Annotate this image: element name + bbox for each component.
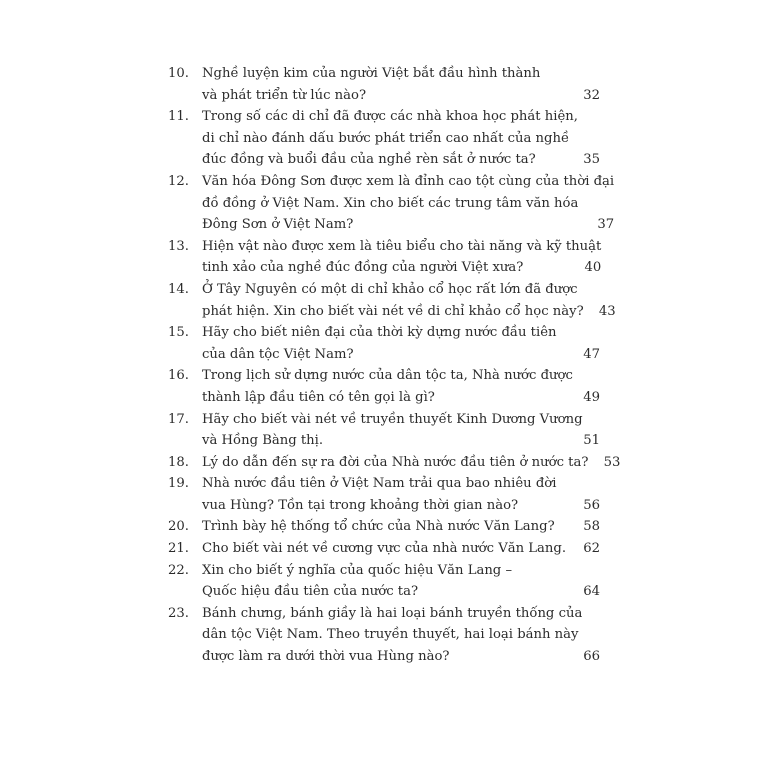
toc-entry-text-line: Nghề luyện kim của người Việt bắt đầu hình thành: [202, 66, 541, 81]
toc-entry-page-number: 43: [598, 303, 616, 319]
toc-entry-text-line: Lý do dẫn đến sự ra đời của Nhà nước đầu tiên ở nước ta?: [202, 454, 589, 470]
toc-entry-text-line: Hiện vật nào được xem là tiêu biểu cho tài năng và kỹ thuật: [202, 238, 602, 254]
toc-entry: [168, 365, 600, 408]
toc-entry-number: 15.: [168, 325, 189, 341]
toc-entry-body: [202, 560, 600, 603]
toc-entry: [168, 603, 600, 668]
toc-entry-text-line: tinh xảo của nghề đúc đồng của người Việt xưa?: [202, 260, 524, 276]
toc-entry-number: 22.: [168, 562, 189, 578]
toc-entry-number: 16.: [168, 368, 189, 384]
toc-entry-text-line: Đông Sơn ở Việt Nam?: [202, 217, 354, 233]
toc-entry-last-line: [202, 214, 614, 236]
toc-entry-text-line: Quốc hiệu đầu tiên của nước ta?: [202, 584, 419, 600]
toc-entry-number: 19.: [168, 476, 189, 492]
toc-entry-number: 10.: [168, 66, 189, 81]
toc-entry-last-line: [202, 430, 600, 452]
toc-entry-number: 23.: [168, 605, 189, 621]
toc-entry: [168, 171, 615, 236]
toc-entry-page-number: 56: [583, 497, 600, 513]
toc-entry-number: 18.: [168, 454, 189, 470]
toc-entry-number: 17.: [168, 411, 189, 427]
toc-entry-text-line: của dân tộc Việt Nam?: [202, 346, 354, 362]
toc-entry: [168, 279, 616, 322]
toc-entry-body: [202, 452, 620, 474]
toc-entry-text-line: và Hồng Bàng thị.: [202, 433, 324, 449]
toc-entry-text-line: Trong số các di chỉ đã được các nhà khoa học phát hiện,: [202, 109, 578, 125]
toc-entry-text-line: Xin cho biết ý nghĩa của quốc hiệu Văn Lang –: [202, 562, 513, 578]
toc-entry-page-number: 64: [583, 584, 600, 600]
toc-entry-body: [202, 63, 600, 106]
toc-entry-body: [202, 279, 616, 322]
toc-entry-last-line: [202, 387, 600, 409]
toc-entry-last-line: [202, 538, 600, 560]
toc-entry-text-line: Hãy cho biết niên đại của thời kỳ dựng nước đầu tiên: [202, 325, 557, 341]
toc-entry-page-number: 62: [583, 541, 600, 557]
toc-entry-text-line: đúc đồng và buổi đầu của nghề rèn sắt ở nước ta?: [202, 152, 536, 168]
toc-entry-body: [202, 106, 600, 171]
toc-entry-text-line: Trình bày hệ thống tổ chức của Nhà nước Văn Lang?: [202, 519, 555, 535]
toc-entry-text-line: được làm ra dưới thời vua Hùng nào?: [202, 649, 450, 665]
toc-entry: [168, 106, 600, 171]
toc-entry-page-number: 37: [597, 217, 615, 233]
toc-entry-number: 21.: [168, 541, 189, 557]
toc-entry-last-line: [202, 516, 600, 538]
toc-entry-text-line: phát hiện. Xin cho biết vài nét về di chỉ khảo cổ học này?: [202, 303, 584, 319]
toc-entry-number: 20.: [168, 519, 189, 535]
toc-entry-number: 11.: [168, 109, 189, 125]
toc-entry-number: 13.: [168, 238, 189, 254]
toc-entry: [168, 473, 600, 516]
toc-entry-last-line: [202, 257, 601, 279]
toc-entry-body: [202, 409, 600, 452]
toc-entry-text-line: dân tộc Việt Nam. Theo truyền thuyết, hai loại bánh này: [202, 627, 579, 643]
toc-entry-text-line: Văn hóa Đông Sơn được xem là đỉnh cao tột cùng của thời đại: [202, 173, 615, 189]
toc-entry-page-number: 35: [583, 152, 600, 168]
toc-entry-page-number: 49: [583, 389, 600, 405]
toc-entry-text-line: đồ đồng ở Việt Nam. Xin cho biết các trung tâm văn hóa: [202, 195, 579, 211]
toc-entry-body: [202, 365, 600, 408]
toc-entry-page-number: 66: [583, 649, 600, 665]
toc-entry-text-line: Bánh chưng, bánh giầy là hai loại bánh truyền thống của: [202, 605, 583, 621]
toc-entry-body: [202, 322, 600, 365]
toc-entry-last-line: [202, 495, 600, 517]
toc-entry-page-number: 53: [603, 454, 621, 470]
toc-entry-body: [202, 516, 600, 538]
toc-entry: [168, 516, 600, 538]
toc-entry: [168, 236, 600, 279]
toc-entry-text-line: Hãy cho biết vài nét về truyền thuyết Kinh Dương Vương: [202, 411, 583, 427]
toc-entry-text-line: di chỉ nào đánh dấu bước phát triển cao nhất của nghề: [202, 130, 570, 146]
toc-entry-text-line: Trong lịch sử dựng nước của dân tộc ta, Nhà nước được: [202, 368, 573, 384]
toc-entry-text-line: vua Hùng? Tồn tại trong khoảng thời gian nào?: [202, 497, 519, 513]
toc-entry-last-line: [202, 85, 600, 107]
toc-entry-body: [202, 171, 614, 236]
toc-entry-body: [202, 236, 601, 279]
toc-entry-page-number: 40: [584, 260, 602, 276]
toc-entry: [168, 63, 600, 106]
toc-entry-body: [202, 603, 600, 668]
toc-entry-last-line: [202, 301, 616, 323]
toc-entry: [168, 560, 600, 603]
toc-entry-body: [202, 473, 600, 516]
toc-entry-page-number: 58: [583, 519, 600, 535]
toc-entry: [168, 538, 600, 560]
toc-entry-text-line: Nhà nước đầu tiên ở Việt Nam trải qua bao nhiêu đời: [202, 476, 557, 492]
toc-entry-last-line: [202, 646, 600, 668]
toc-entry-last-line: [202, 581, 600, 603]
toc-entry-body: [202, 538, 600, 560]
toc-entry-text-line: Ở Tây Nguyên có một di chỉ khảo cổ học rất lớn đã được: [202, 281, 578, 297]
toc-entry-page-number: 51: [583, 433, 600, 449]
toc-entry-last-line: [202, 344, 600, 366]
table-of-contents: [168, 63, 621, 668]
toc-entry-number: 12.: [168, 173, 189, 189]
toc-entry-text-line: Cho biết vài nét về cương vực của nhà nước Văn Lang.: [202, 541, 567, 557]
toc-entry: [168, 322, 600, 365]
toc-entry-number: 14.: [168, 281, 189, 297]
toc-entry-page-number: 47: [583, 346, 600, 362]
toc-entry: [168, 409, 600, 452]
toc-entry-last-line: [202, 149, 600, 171]
toc-entry-page-number: 32: [583, 87, 600, 103]
toc-entry: [168, 452, 621, 474]
toc-entry-text-line: và phát triển từ lúc nào?: [202, 87, 367, 103]
toc-entry-last-line: [202, 452, 620, 474]
toc-entry-text-line: thành lập đầu tiên có tên gọi là gì?: [202, 389, 435, 405]
